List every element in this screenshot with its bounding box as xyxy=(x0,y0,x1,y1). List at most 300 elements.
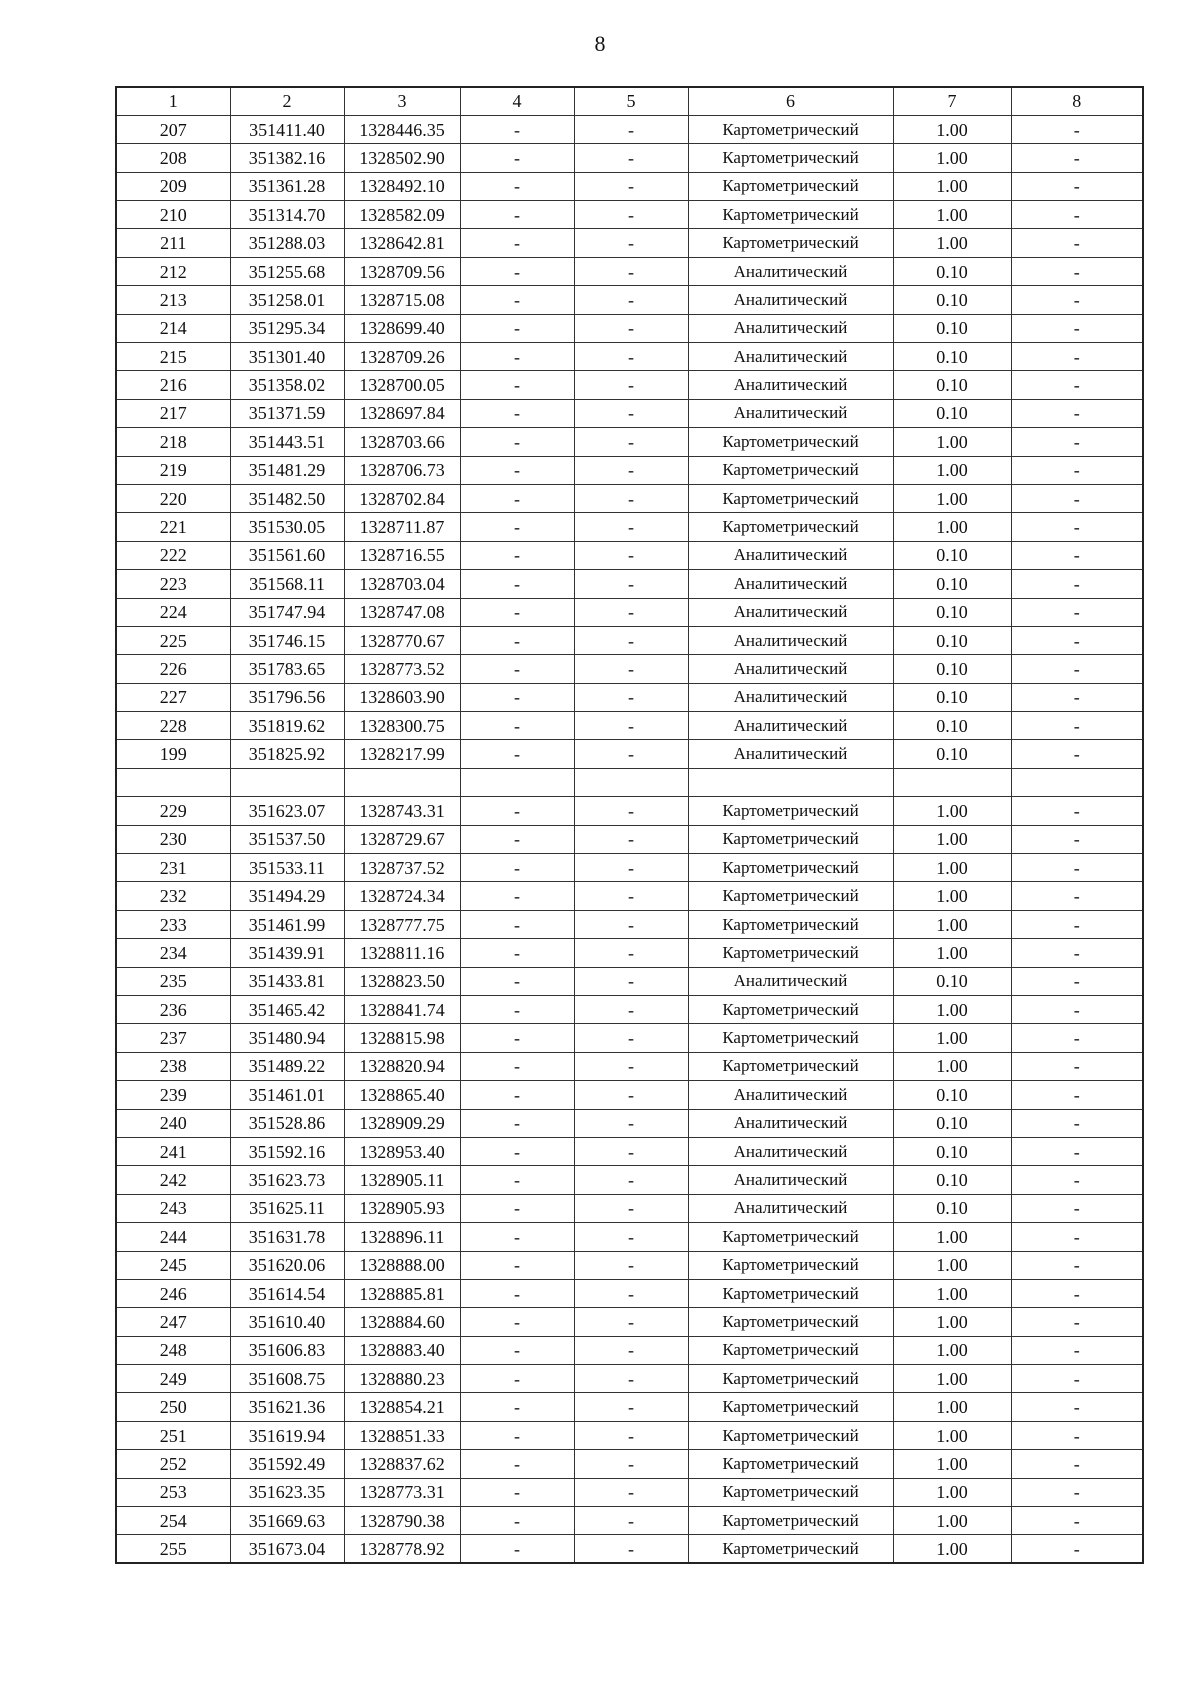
cell-point-number: 224 xyxy=(116,598,230,626)
cell-point-number: 228 xyxy=(116,712,230,740)
cell-method: Картометрический xyxy=(688,1535,893,1563)
cell-col-4: - xyxy=(460,428,574,456)
cell-coord-y: 1328837.62 xyxy=(344,1450,460,1478)
cell-method: Картометрический xyxy=(688,144,893,172)
cell-coord-x: 351537.50 xyxy=(230,825,344,853)
cell-col-5: - xyxy=(574,967,688,995)
cell-col-8: - xyxy=(1011,257,1143,285)
cell-coord-x xyxy=(230,768,344,796)
cell-col-8: - xyxy=(1011,967,1143,995)
table-body xyxy=(116,115,1143,1563)
table-row xyxy=(116,456,1143,484)
cell-col-8: - xyxy=(1011,1535,1143,1563)
cell-accuracy: 0.10 xyxy=(893,399,1011,427)
cell-coord-y: 1328700.05 xyxy=(344,371,460,399)
cell-col-5: - xyxy=(574,115,688,143)
cell-coord-y: 1328703.66 xyxy=(344,428,460,456)
cell-col-8: - xyxy=(1011,172,1143,200)
cell-col-4: - xyxy=(460,314,574,342)
cell-coord-x: 351358.02 xyxy=(230,371,344,399)
table-row xyxy=(116,712,1143,740)
cell-col-8 xyxy=(1011,768,1143,796)
cell-accuracy: 0.10 xyxy=(893,343,1011,371)
cell-accuracy: 1.00 xyxy=(893,1251,1011,1279)
cell-col-8: - xyxy=(1011,712,1143,740)
cell-coord-y: 1328711.87 xyxy=(344,513,460,541)
table-row xyxy=(116,513,1143,541)
cell-col-8: - xyxy=(1011,797,1143,825)
cell-col-8: - xyxy=(1011,1393,1143,1421)
table-row xyxy=(116,257,1143,285)
cell-col-4: - xyxy=(460,257,574,285)
cell-col-8: - xyxy=(1011,541,1143,569)
cell-col-4: - xyxy=(460,1081,574,1109)
cell-coord-y: 1328885.81 xyxy=(344,1279,460,1307)
cell-col-4: - xyxy=(460,1223,574,1251)
cell-coord-x: 351610.40 xyxy=(230,1308,344,1336)
cell-accuracy: 0.10 xyxy=(893,967,1011,995)
cell-accuracy: 0.10 xyxy=(893,1194,1011,1222)
cell-method: Аналитический xyxy=(688,1109,893,1137)
cell-method: Картометрический xyxy=(688,1365,893,1393)
cell-col-5: - xyxy=(574,314,688,342)
cell-coord-x: 351528.86 xyxy=(230,1109,344,1137)
cell-coord-x: 351461.01 xyxy=(230,1081,344,1109)
column-header: 3 xyxy=(344,87,460,115)
cell-point-number: 238 xyxy=(116,1052,230,1080)
table-row xyxy=(116,1223,1143,1251)
cell-col-5: - xyxy=(574,598,688,626)
cell-col-4: - xyxy=(460,1393,574,1421)
cell-coord-y: 1328446.35 xyxy=(344,115,460,143)
cell-coord-y: 1328823.50 xyxy=(344,967,460,995)
cell-accuracy: 0.10 xyxy=(893,655,1011,683)
table-row xyxy=(116,1336,1143,1364)
cell-coord-x: 351480.94 xyxy=(230,1024,344,1052)
cell-col-4: - xyxy=(460,1365,574,1393)
cell-col-8: - xyxy=(1011,343,1143,371)
cell-point-number: 251 xyxy=(116,1421,230,1449)
cell-col-8: - xyxy=(1011,1081,1143,1109)
cell-col-8: - xyxy=(1011,996,1143,1024)
cell-point-number: 214 xyxy=(116,314,230,342)
cell-coord-x: 351623.73 xyxy=(230,1166,344,1194)
cell-method: Картометрический xyxy=(688,825,893,853)
cell-coord-y: 1328905.93 xyxy=(344,1194,460,1222)
cell-accuracy: 1.00 xyxy=(893,1279,1011,1307)
table-row xyxy=(116,655,1143,683)
cell-coord-y: 1328703.04 xyxy=(344,570,460,598)
cell-point-number: 241 xyxy=(116,1137,230,1165)
cell-col-5: - xyxy=(574,399,688,427)
cell-accuracy: 0.10 xyxy=(893,286,1011,314)
cell-coord-x: 351669.63 xyxy=(230,1507,344,1535)
cell-col-5: - xyxy=(574,570,688,598)
cell-col-8: - xyxy=(1011,626,1143,654)
cell-col-5: - xyxy=(574,1336,688,1364)
cell-point-number: 247 xyxy=(116,1308,230,1336)
cell-accuracy: 1.00 xyxy=(893,1024,1011,1052)
cell-coord-x: 351631.78 xyxy=(230,1223,344,1251)
cell-method xyxy=(688,768,893,796)
cell-point-number: 210 xyxy=(116,201,230,229)
cell-col-5: - xyxy=(574,1137,688,1165)
cell-col-5: - xyxy=(574,1308,688,1336)
cell-accuracy: 0.10 xyxy=(893,740,1011,768)
column-header: 8 xyxy=(1011,87,1143,115)
cell-col-4: - xyxy=(460,1137,574,1165)
cell-method: Аналитический xyxy=(688,286,893,314)
table-row xyxy=(116,144,1143,172)
cell-coord-y: 1328603.90 xyxy=(344,683,460,711)
table-row xyxy=(116,1137,1143,1165)
cell-col-5: - xyxy=(574,1450,688,1478)
cell-coord-x: 351255.68 xyxy=(230,257,344,285)
cell-accuracy: 0.10 xyxy=(893,712,1011,740)
cell-col-8: - xyxy=(1011,1450,1143,1478)
cell-method: Аналитический xyxy=(688,343,893,371)
cell-col-5: - xyxy=(574,910,688,938)
cell-point-number: 244 xyxy=(116,1223,230,1251)
cell-col-8: - xyxy=(1011,740,1143,768)
cell-col-4 xyxy=(460,768,574,796)
cell-col-8: - xyxy=(1011,1166,1143,1194)
cell-col-4: - xyxy=(460,910,574,938)
cell-method: Картометрический xyxy=(688,1336,893,1364)
coordinates-table xyxy=(115,86,1144,1564)
cell-point-number: 249 xyxy=(116,1365,230,1393)
cell-coord-x: 351288.03 xyxy=(230,229,344,257)
table-row xyxy=(116,626,1143,654)
cell-coord-y: 1328747.08 xyxy=(344,598,460,626)
table-row xyxy=(116,910,1143,938)
cell-accuracy: 1.00 xyxy=(893,201,1011,229)
cell-coord-y: 1328706.73 xyxy=(344,456,460,484)
cell-col-8: - xyxy=(1011,854,1143,882)
cell-coord-x: 351623.07 xyxy=(230,797,344,825)
cell-point-number: 227 xyxy=(116,683,230,711)
cell-col-8: - xyxy=(1011,1365,1143,1393)
header-row xyxy=(116,87,1143,115)
cell-col-5: - xyxy=(574,172,688,200)
cell-point-number: 220 xyxy=(116,484,230,512)
cell-coord-x: 351568.11 xyxy=(230,570,344,598)
table-row xyxy=(116,1194,1143,1222)
cell-method: Картометрический xyxy=(688,1052,893,1080)
table-row xyxy=(116,825,1143,853)
cell-col-5: - xyxy=(574,201,688,229)
cell-col-8: - xyxy=(1011,428,1143,456)
cell-col-5: - xyxy=(574,1166,688,1194)
cell-col-8: - xyxy=(1011,1421,1143,1449)
cell-coord-x: 351819.62 xyxy=(230,712,344,740)
cell-coord-x: 351592.49 xyxy=(230,1450,344,1478)
cell-col-4: - xyxy=(460,1024,574,1052)
cell-col-8: - xyxy=(1011,1251,1143,1279)
cell-coord-y: 1328217.99 xyxy=(344,740,460,768)
table-row xyxy=(116,598,1143,626)
cell-method: Картометрический xyxy=(688,882,893,910)
cell-col-8: - xyxy=(1011,1279,1143,1307)
cell-coord-x: 351461.99 xyxy=(230,910,344,938)
table-row xyxy=(116,541,1143,569)
cell-point-number: 250 xyxy=(116,1393,230,1421)
cell-col-5: - xyxy=(574,712,688,740)
cell-method: Картометрический xyxy=(688,1024,893,1052)
cell-col-4: - xyxy=(460,201,574,229)
cell-col-4: - xyxy=(460,484,574,512)
cell-method: Картометрический xyxy=(688,854,893,882)
cell-col-5: - xyxy=(574,996,688,1024)
cell-col-4: - xyxy=(460,229,574,257)
cell-col-8: - xyxy=(1011,399,1143,427)
cell-coord-y: 1328909.29 xyxy=(344,1109,460,1137)
cell-col-4: - xyxy=(460,996,574,1024)
cell-col-5: - xyxy=(574,626,688,654)
cell-coord-x: 351673.04 xyxy=(230,1535,344,1563)
cell-col-4: - xyxy=(460,172,574,200)
cell-accuracy: 0.10 xyxy=(893,1166,1011,1194)
cell-col-5: - xyxy=(574,257,688,285)
cell-col-5: - xyxy=(574,343,688,371)
cell-point-number: 246 xyxy=(116,1279,230,1307)
column-header: 6 xyxy=(688,87,893,115)
cell-col-4: - xyxy=(460,1336,574,1364)
cell-col-4: - xyxy=(460,854,574,882)
cell-col-5: - xyxy=(574,513,688,541)
cell-accuracy: 1.00 xyxy=(893,1478,1011,1506)
cell-col-4: - xyxy=(460,797,574,825)
cell-method: Картометрический xyxy=(688,1450,893,1478)
cell-point-number: 218 xyxy=(116,428,230,456)
cell-coord-y: 1328770.67 xyxy=(344,626,460,654)
cell-col-5: - xyxy=(574,1393,688,1421)
cell-coord-y: 1328699.40 xyxy=(344,314,460,342)
table-row xyxy=(116,1308,1143,1336)
cell-method: Аналитический xyxy=(688,541,893,569)
cell-coord-y: 1328820.94 xyxy=(344,1052,460,1080)
cell-col-5: - xyxy=(574,939,688,967)
cell-accuracy: 0.10 xyxy=(893,570,1011,598)
cell-point-number: 213 xyxy=(116,286,230,314)
cell-col-4: - xyxy=(460,683,574,711)
cell-coord-x: 351561.60 xyxy=(230,541,344,569)
cell-col-8: - xyxy=(1011,1024,1143,1052)
page-number: 8 xyxy=(594,31,606,56)
table-row xyxy=(116,229,1143,257)
cell-accuracy: 0.10 xyxy=(893,314,1011,342)
cell-coord-y: 1328777.75 xyxy=(344,910,460,938)
cell-accuracy: 0.10 xyxy=(893,1137,1011,1165)
table-row xyxy=(116,768,1143,796)
cell-coord-x: 351625.11 xyxy=(230,1194,344,1222)
cell-col-8: - xyxy=(1011,1194,1143,1222)
column-header: 2 xyxy=(230,87,344,115)
cell-coord-y: 1328778.92 xyxy=(344,1535,460,1563)
cell-method: Картометрический xyxy=(688,1279,893,1307)
cell-coord-y: 1328724.34 xyxy=(344,882,460,910)
cell-col-4: - xyxy=(460,144,574,172)
table-row xyxy=(116,740,1143,768)
cell-coord-y: 1328737.52 xyxy=(344,854,460,882)
cell-method: Картометрический xyxy=(688,939,893,967)
cell-col-4: - xyxy=(460,967,574,995)
cell-col-4: - xyxy=(460,882,574,910)
cell-accuracy: 1.00 xyxy=(893,1507,1011,1535)
cell-accuracy: 1.00 xyxy=(893,1535,1011,1563)
cell-coord-x: 351411.40 xyxy=(230,115,344,143)
cell-method: Картометрический xyxy=(688,1421,893,1449)
cell-method: Картометрический xyxy=(688,1251,893,1279)
cell-col-4: - xyxy=(460,343,574,371)
cell-method: Картометрический xyxy=(688,484,893,512)
cell-coord-x: 351494.29 xyxy=(230,882,344,910)
cell-method: Аналитический xyxy=(688,712,893,740)
cell-col-4: - xyxy=(460,1450,574,1478)
cell-coord-y: 1328709.26 xyxy=(344,343,460,371)
cell-coord-y: 1328716.55 xyxy=(344,541,460,569)
table-row xyxy=(116,428,1143,456)
cell-col-5: - xyxy=(574,286,688,314)
table-row xyxy=(116,1024,1143,1052)
cell-method: Картометрический xyxy=(688,172,893,200)
cell-col-5: - xyxy=(574,1223,688,1251)
cell-col-8: - xyxy=(1011,570,1143,598)
cell-method: Аналитический xyxy=(688,1081,893,1109)
cell-col-8: - xyxy=(1011,144,1143,172)
cell-col-8: - xyxy=(1011,1336,1143,1364)
cell-accuracy: 0.10 xyxy=(893,683,1011,711)
cell-col-4: - xyxy=(460,1052,574,1080)
cell-coord-x: 351608.75 xyxy=(230,1365,344,1393)
cell-point-number: 207 xyxy=(116,115,230,143)
cell-col-4: - xyxy=(460,1535,574,1563)
cell-point-number: 240 xyxy=(116,1109,230,1137)
cell-coord-x: 351606.83 xyxy=(230,1336,344,1364)
cell-coord-y: 1328854.21 xyxy=(344,1393,460,1421)
cell-coord-y: 1328709.56 xyxy=(344,257,460,285)
cell-point-number: 253 xyxy=(116,1478,230,1506)
cell-col-5: - xyxy=(574,683,688,711)
cell-col-8: - xyxy=(1011,910,1143,938)
cell-accuracy: 1.00 xyxy=(893,996,1011,1024)
table-row xyxy=(116,1450,1143,1478)
cell-point-number: 216 xyxy=(116,371,230,399)
cell-col-8: - xyxy=(1011,371,1143,399)
cell-accuracy xyxy=(893,768,1011,796)
cell-col-5: - xyxy=(574,144,688,172)
cell-coord-x: 351530.05 xyxy=(230,513,344,541)
table-row xyxy=(116,1052,1143,1080)
cell-col-4: - xyxy=(460,1194,574,1222)
cell-col-4: - xyxy=(460,1308,574,1336)
cell-col-8: - xyxy=(1011,229,1143,257)
cell-col-5: - xyxy=(574,428,688,456)
cell-accuracy: 1.00 xyxy=(893,456,1011,484)
cell-coord-x: 351746.15 xyxy=(230,626,344,654)
cell-col-4: - xyxy=(460,1109,574,1137)
cell-coord-y: 1328888.00 xyxy=(344,1251,460,1279)
cell-col-4: - xyxy=(460,655,574,683)
cell-col-4: - xyxy=(460,286,574,314)
table-row xyxy=(116,1535,1143,1563)
cell-col-5: - xyxy=(574,1478,688,1506)
cell-accuracy: 1.00 xyxy=(893,144,1011,172)
cell-coord-y xyxy=(344,768,460,796)
cell-accuracy: 1.00 xyxy=(893,1336,1011,1364)
cell-col-8: - xyxy=(1011,939,1143,967)
cell-col-5: - xyxy=(574,740,688,768)
cell-col-5: - xyxy=(574,1251,688,1279)
table-row xyxy=(116,1251,1143,1279)
cell-point-number: 221 xyxy=(116,513,230,541)
cell-point-number: 245 xyxy=(116,1251,230,1279)
cell-col-4: - xyxy=(460,712,574,740)
cell-col-5: - xyxy=(574,1365,688,1393)
cell-point-number: 230 xyxy=(116,825,230,853)
cell-col-4: - xyxy=(460,456,574,484)
cell-col-4: - xyxy=(460,399,574,427)
cell-accuracy: 1.00 xyxy=(893,115,1011,143)
cell-coord-x: 351433.81 xyxy=(230,967,344,995)
cell-col-8: - xyxy=(1011,598,1143,626)
table-row xyxy=(116,1393,1143,1421)
cell-col-8: - xyxy=(1011,1137,1143,1165)
cell-accuracy: 1.00 xyxy=(893,229,1011,257)
table-row xyxy=(116,115,1143,143)
cell-method: Аналитический xyxy=(688,626,893,654)
cell-point-number: 222 xyxy=(116,541,230,569)
cell-col-4: - xyxy=(460,1251,574,1279)
column-header: 5 xyxy=(574,87,688,115)
cell-col-5: - xyxy=(574,1279,688,1307)
cell-coord-x: 351481.29 xyxy=(230,456,344,484)
table-row xyxy=(116,1421,1143,1449)
cell-method: Картометрический xyxy=(688,428,893,456)
cell-coord-y: 1328773.52 xyxy=(344,655,460,683)
cell-accuracy: 0.10 xyxy=(893,1081,1011,1109)
cell-coord-y: 1328841.74 xyxy=(344,996,460,1024)
cell-point-number: 232 xyxy=(116,882,230,910)
cell-col-8: - xyxy=(1011,484,1143,512)
cell-col-4: - xyxy=(460,541,574,569)
cell-coord-x: 351619.94 xyxy=(230,1421,344,1449)
cell-accuracy: 1.00 xyxy=(893,1223,1011,1251)
cell-col-5: - xyxy=(574,1109,688,1137)
cell-point-number: 209 xyxy=(116,172,230,200)
table-row xyxy=(116,1109,1143,1137)
cell-coord-y: 1328715.08 xyxy=(344,286,460,314)
cell-coord-x: 351623.35 xyxy=(230,1478,344,1506)
cell-col-4: - xyxy=(460,513,574,541)
cell-col-8: - xyxy=(1011,513,1143,541)
cell-col-5 xyxy=(574,768,688,796)
table-row xyxy=(116,1081,1143,1109)
cell-point-number: 254 xyxy=(116,1507,230,1535)
cell-coord-x: 351592.16 xyxy=(230,1137,344,1165)
column-header: 1 xyxy=(116,87,230,115)
cell-point-number: 231 xyxy=(116,854,230,882)
cell-coord-x: 351465.42 xyxy=(230,996,344,1024)
cell-col-5: - xyxy=(574,541,688,569)
cell-method: Картометрический xyxy=(688,229,893,257)
table-row xyxy=(116,1478,1143,1506)
cell-col-4: - xyxy=(460,1478,574,1506)
table-row xyxy=(116,286,1143,314)
cell-accuracy: 1.00 xyxy=(893,1450,1011,1478)
cell-method: Аналитический xyxy=(688,570,893,598)
cell-coord-x: 351825.92 xyxy=(230,740,344,768)
